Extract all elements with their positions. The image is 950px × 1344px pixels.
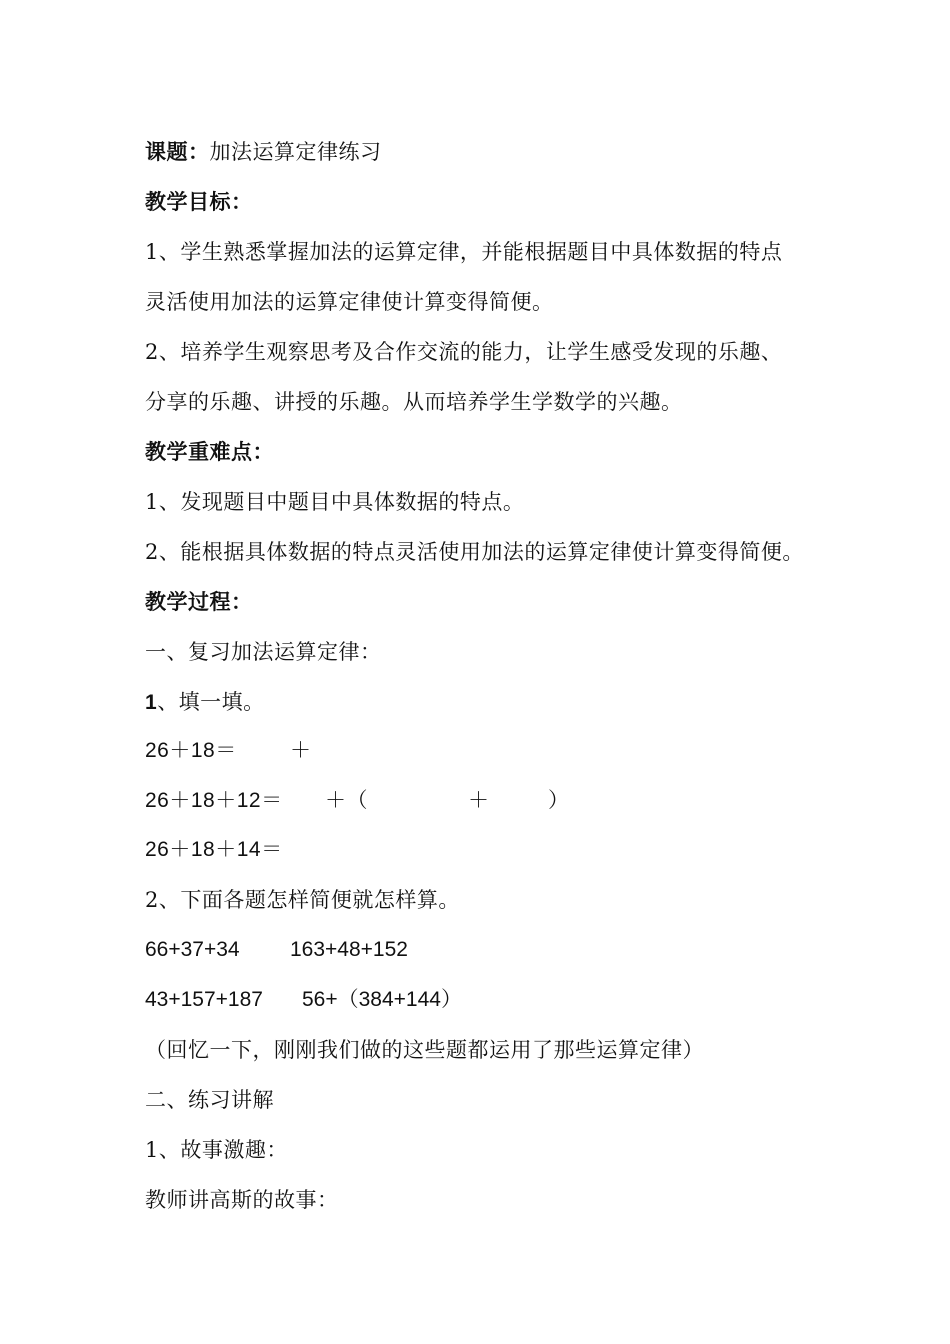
equation-3: 26＋18＋14＝: [145, 838, 283, 861]
equation-2-left: 26＋18＋12＝: [145, 789, 283, 812]
objectives-heading: 教学目标：: [145, 189, 253, 214]
topic-text: 加法运算定律练习: [209, 140, 382, 164]
equation-2-plus: ＋（: [325, 788, 368, 812]
key-point-2: 2、能根据具体数据的特点灵活使用加法的运算定律使计算变得简便。: [145, 540, 804, 564]
story-heading: 1、故事激趣：: [145, 1138, 288, 1162]
topic-label: 课题：: [145, 139, 210, 164]
topic-line: [145, 138, 382, 166]
calc-3: 43+157+187: [145, 988, 263, 1011]
key-point-1: 1、发现题目中题目中具体数据的特点。: [145, 490, 525, 514]
section-2-heading: 二、练习讲解: [145, 1088, 274, 1112]
fill-in-title: [145, 688, 265, 717]
calc-row-1: [145, 936, 408, 964]
fill-in-number: 1: [145, 691, 158, 714]
equation-2-close: ）: [548, 788, 570, 812]
equation-2: [145, 786, 570, 815]
objective-1-line-2: 灵活使用加法的运算定律使计算变得简便。: [145, 290, 554, 314]
process-heading: 教学过程：: [145, 589, 253, 614]
objective-2-line-1: 2、培养学生观察思考及合作交流的能力，让学生感受发现的乐趣、: [145, 340, 783, 364]
objective-2-line-2: 分享的乐趣、讲授的乐趣。从而培养学生学数学的兴趣。: [145, 390, 683, 414]
fill-in-text: 、填一填。: [157, 690, 265, 714]
story-text: 教师讲高斯的故事：: [145, 1188, 339, 1212]
recall-note: （回忆一下，刚刚我们做的这些题都运用了那些运算定律）: [145, 1038, 704, 1062]
calc-1: 66+37+34: [145, 938, 240, 961]
objective-1-line-1: 1、学生熟悉掌握加法的运算定律，并能根据题目中具体数据的特点: [145, 240, 783, 264]
task-2: 2、下面各题怎样简便就怎样算。: [145, 888, 460, 912]
section-1-heading: 一、复习加法运算定律：: [145, 640, 382, 664]
equation-1: [145, 736, 312, 765]
key-points-heading: 教学重难点：: [145, 439, 274, 464]
equation-2-plus-2: ＋: [468, 788, 490, 812]
equation-1-left: 26＋18＝: [145, 739, 237, 762]
calc-2: 163+48+152: [290, 938, 408, 961]
calc-4: 56+（384+144）: [302, 988, 462, 1011]
calc-row-2: [145, 986, 462, 1014]
equation-1-plus: ＋: [290, 738, 312, 762]
